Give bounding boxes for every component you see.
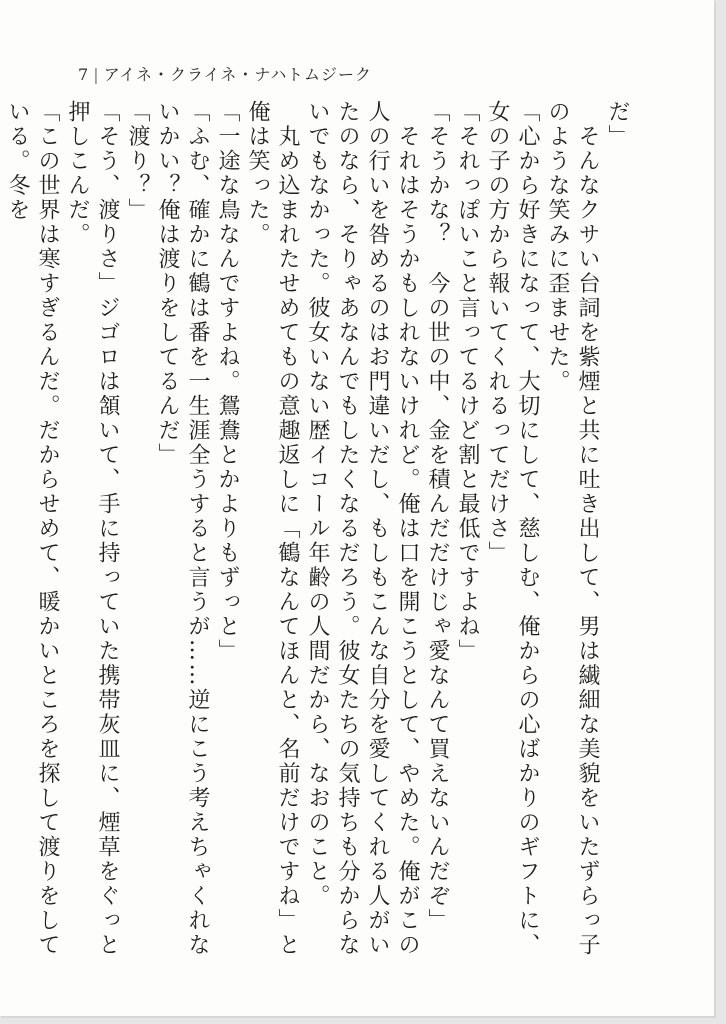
text-paragraph: だ」 — [605, 100, 630, 149]
text-paragraph: 「この世界は寒すぎるんだ。だからせめて、暖かいところを探して渡りをしている。冬を — [5, 100, 60, 958]
text-paragraph: 「一途な鳥なんですよね。鴛鴦とかよりもずっと」 — [215, 100, 240, 664]
text-paragraph: そんなクサい台詞を紫煙と共に吐き出して、男は繊細な美貌をいたずらっ子のような笑みに歪ませた。 — [545, 100, 600, 958]
text-paragraph: 「それっぽいこと言ってるけど割と最低ですよね」 — [455, 100, 480, 664]
text-paragraph: 「そうかな？ 今の世の中、金を積んだだけじゃ愛なんて買えないんだぞ」 — [425, 100, 450, 933]
text-paragraph: 丸め込まれたせめてもの意趣返しに「鶴なんてほんと、名前だけですね」と俺は笑った。 — [245, 100, 300, 958]
vertical-text-body — [5, 100, 632, 980]
page-number: 7 — [78, 65, 90, 84]
text-paragraph: それはそうかもしれないけれど。俺は口を開こうとして、やめた。俺がこの人の行いを咎めるのはお門違いだし、もしもこんな自分を愛してくれる人がいたのなら、そりゃあなんでもしたくなるだろう。彼女たちの気持ちも分からないでもなかった。彼女いない歴イコール年齢の人間だから、なおのこと。 — [305, 100, 420, 958]
text-paragraph: 「ふむ、確かに鶴は番を一生涯全うすると言うが……逆にこう考えちゃくれないかい？俺は渡りをしてるんだ」 — [155, 100, 210, 958]
text-paragraph: 「そう、渡りさ」ジゴロは頷いて、手に持っていた携帯灰皿に、煙草をぐっと押しこんだ。 — [65, 100, 120, 958]
text-paragraph: 「心から好きになって、大切にして、慈しむ、俺からの心ばかりのギフトに、女の子の方から報いてくれるってだけさ」 — [485, 100, 540, 958]
header-divider: | — [93, 65, 100, 84]
text-paragraph: 「渡り？」 — [125, 100, 150, 223]
chapter-title: アイネ・クライネ・ナハトムジーク — [103, 65, 373, 84]
running-header — [78, 62, 372, 85]
